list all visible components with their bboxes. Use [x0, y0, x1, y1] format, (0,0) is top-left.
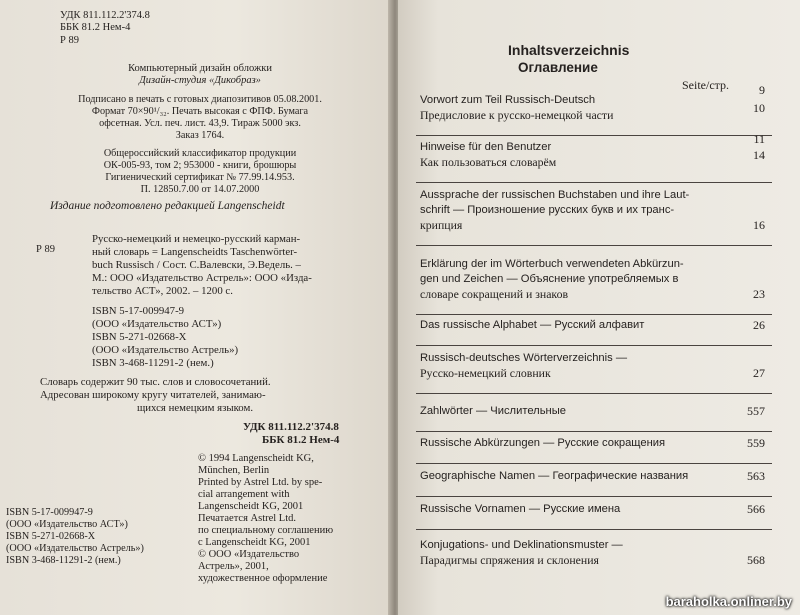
edition-note: Издание подготовлено редакцией Langenscheidt	[50, 200, 285, 212]
toc-title-ru: Оглавление	[518, 60, 598, 75]
toc-entry	[420, 257, 765, 302]
toc-entry-text: Как пользоваться словарём	[420, 155, 557, 169]
design-studio: Дизайн-студия «Дикобраз»	[139, 75, 261, 86]
udk-code: УДК 811.112.2'374.8	[60, 10, 150, 21]
biblio-line: М.: ООО «Издательство Астрель»: ООО «Изда-	[92, 272, 312, 284]
copyright-line: Печатается Astrel Ltd.	[198, 513, 297, 524]
toc-page-number: 11	[753, 132, 765, 146]
isbn-line-bottom: ISBN 5-271-02668-X	[6, 531, 96, 542]
toc-page-number: 563	[747, 469, 765, 483]
copyright-line: München, Berlin	[198, 465, 270, 476]
toc-entry	[420, 469, 765, 484]
toc-entry-text: Русско-немецкий словник	[420, 366, 551, 380]
toc-entry-text: Aussprache der russischen Buchstaben und ihre Laut-	[420, 189, 690, 201]
biblio-line: тельство АСТ», 2002. – 1200 с.	[92, 285, 233, 297]
copyright-line: © 1994 Langenscheidt KG,	[198, 453, 314, 464]
isbn-line: ISBN 5-17-009947-9	[92, 305, 185, 317]
classifier-line: Общероссийский классификатор продукции	[103, 148, 297, 159]
toc-page-number: 27	[753, 366, 765, 380]
isbn-line-bottom: (ООО «Издательство Астрель»)	[6, 543, 144, 554]
toc-entry-text: Russische Vornamen — Русские имена	[420, 503, 621, 515]
toc-entry-text: Das russische Alphabet — Русский алфавит	[420, 319, 645, 331]
copyright-line: по специальному соглашению	[198, 525, 334, 536]
copyright-line: Printed by Astrel Ltd. by spe-	[198, 477, 323, 488]
toc-page-number: 566	[747, 502, 765, 516]
isbn-line: (ООО «Издательство Астрель»)	[92, 344, 239, 356]
bbk-code-bottom: ББК 81.2 Нем-4	[262, 434, 340, 446]
toc-entry-text: Erklärung der im Wörterbuch verwendeten Abkürzun-	[420, 258, 684, 270]
description-line: Адресован широкому кругу читателей, занимаю-	[40, 389, 266, 401]
toc-separator	[416, 393, 772, 394]
description-line: Словарь содержит 90 тыс. слов и словосочетаний.	[40, 376, 271, 388]
udk-code-bottom: УДК 811.112.2'374.8	[243, 421, 339, 433]
biblio-line: ный словарь = Langenscheidts Taschenwörter-	[92, 246, 298, 258]
biblio-line: Русско-немецкий и немецко-русский карман-	[92, 233, 301, 245]
toc-entry-text: Russische Abkürzungen — Русские сокращения	[420, 437, 666, 449]
isbn-line: ISBN 5-271-02668-X	[92, 331, 187, 343]
toc-page-number: 559	[747, 436, 765, 450]
copyright-line: с Langenscheidt KG, 2001	[198, 537, 311, 548]
toc-separator	[416, 496, 772, 497]
toc-page-number: 14	[753, 148, 765, 162]
author-mark: Р 89	[60, 35, 79, 46]
toc-separator	[416, 135, 772, 136]
toc-entry-text: Russisch-deutsches Wörterverzeichnis —	[420, 352, 628, 364]
toc-entry	[420, 436, 765, 451]
toc-page-number: 16	[753, 218, 765, 232]
toc-separator	[416, 431, 772, 432]
toc-entry	[420, 538, 765, 568]
isbn-line-bottom: (ООО «Издательство АСТ»)	[6, 519, 128, 530]
copyright-line: © ООО «Издательство	[198, 549, 300, 560]
print-info-line: Формат 70×90¹/₃₂. Печать высокая с ФПФ. Бумага	[91, 106, 309, 117]
author-mark: Р 89	[36, 244, 55, 255]
toc-entry-text: крипция	[420, 218, 463, 232]
toc-entry	[420, 188, 765, 233]
toc-entry-text: Geographische Namen — Географические названия	[420, 470, 689, 482]
watermark: baraholka.onliner.by	[665, 594, 792, 609]
toc-entry-text: Konjugations- und Deklinationsmuster —	[420, 539, 623, 551]
copyright-line: художественное оформление	[198, 573, 328, 584]
toc-separator	[416, 245, 772, 246]
toc-page-number: 23	[753, 287, 765, 301]
biblio-line: buch Russisch / Сост. С.Валевски, Э.Ведель. –	[92, 259, 301, 271]
cover-design-line: Компьютерный дизайн обложки	[128, 63, 272, 74]
page-column-header: Seite/стр.	[682, 78, 730, 92]
toc-title-de: Inhaltsverzeichnis	[508, 42, 630, 58]
isbn-line: ISBN 3-468-11291-2 (нем.)	[92, 357, 214, 369]
toc-entry-text: Hinweise für den Benutzer	[420, 141, 552, 153]
classifier-line: ОК-005-93, том 2; 953000 - книги, брошюры	[103, 160, 297, 171]
toc-separator	[416, 345, 772, 346]
toc-page-number: 26	[753, 318, 765, 332]
toc-entry	[420, 318, 765, 333]
print-info-line: офсетная. Усл. печ. лист. 43,9. Тираж 5000 экз.	[99, 118, 301, 129]
toc-entry-text: словаре сокращений и знаков	[420, 287, 569, 301]
isbn-line-bottom: ISBN 5-17-009947-9	[6, 507, 93, 518]
classifier-line: П. 12850.7.00 от 14.07.2000	[140, 184, 260, 195]
toc-entry	[420, 351, 765, 381]
isbn-line: (ООО «Издательство АСТ»)	[92, 318, 222, 330]
toc-entry-text: Парадигмы спряжения и склонения	[420, 553, 599, 567]
print-info-line: Заказ 1764.	[175, 130, 225, 141]
toc-entry-text: schrift — Произношение русских букв и их транс-	[420, 204, 675, 216]
toc-page-number: 10	[753, 101, 765, 115]
toc-separator	[416, 182, 772, 183]
toc-entry	[420, 132, 765, 170]
toc-entry	[420, 404, 765, 419]
toc-entry-text: Предисловие к русско-немецкой части	[420, 108, 614, 122]
toc-entry	[420, 502, 765, 517]
copyright-line: cial arrangement with	[198, 489, 290, 500]
toc-entry-text: Vorwort zum Teil Russisch-Deutsch	[420, 94, 596, 106]
left-page	[0, 0, 392, 615]
copyright-line: Астрель», 2001,	[198, 561, 269, 572]
bbk-code: ББК 81.2 Нем-4	[60, 22, 131, 33]
toc-separator	[416, 529, 772, 530]
toc-entry-text: gen und Zeichen — Объяснение употребляемых в	[420, 273, 679, 285]
isbn-line-bottom: ISBN 3-468-11291-2 (нем.)	[6, 555, 121, 566]
toc-page-number: 568	[747, 553, 765, 567]
toc-page-number: 9	[759, 83, 765, 97]
toc-page-number: 557	[747, 404, 765, 418]
classifier-line: Гигиенический сертификат № 77.99.14.953.	[105, 172, 295, 183]
print-info-line: Подписано в печать с готовых диапозитивов 05.08.2001.	[78, 94, 322, 105]
description-line: щихся немецким языком.	[136, 402, 254, 414]
toc-entry-text: Zahlwörter — Числительные	[420, 405, 566, 417]
toc-separator	[416, 314, 772, 315]
toc-separator	[416, 463, 772, 464]
copyright-line: Langenscheidt KG, 2001	[198, 501, 304, 512]
